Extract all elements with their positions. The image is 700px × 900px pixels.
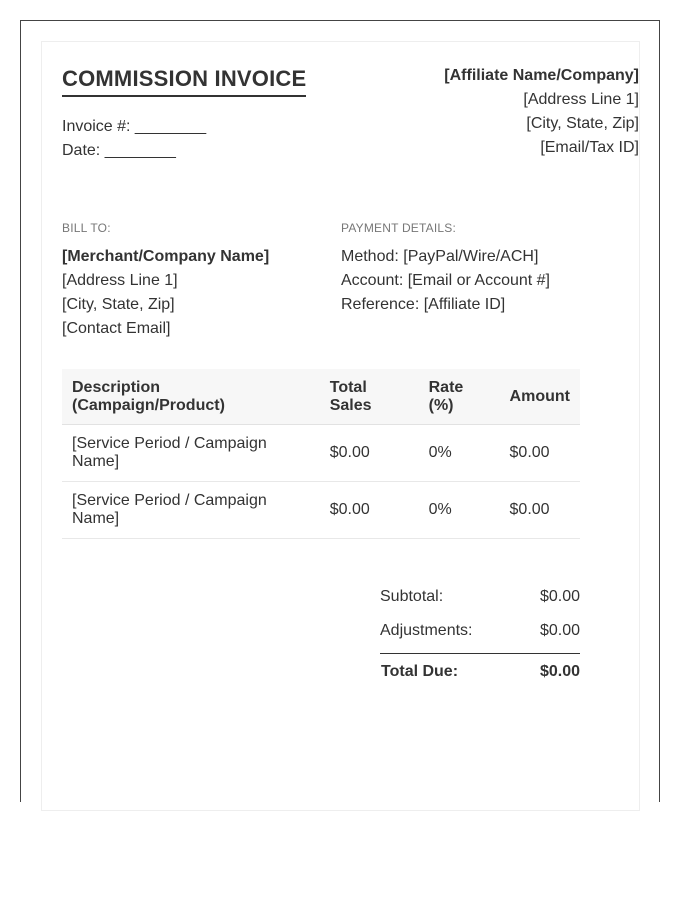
bill-to-name: [Merchant/Company Name] xyxy=(62,248,270,265)
total-due-value: $0.00 xyxy=(539,663,580,680)
payment-account: Account: [Email or Account #] xyxy=(341,272,550,289)
header-rate: Rate (%) xyxy=(419,369,500,425)
row-rate: 0% xyxy=(419,425,500,482)
invoice-number: Invoice #: ________ xyxy=(62,118,207,135)
header-amount: Amount xyxy=(500,369,580,425)
row-total-sales: $0.00 xyxy=(320,425,419,482)
sender-block xyxy=(444,64,639,160)
bill-to-email: [Contact Email] xyxy=(62,320,171,337)
table-row xyxy=(62,425,580,482)
header-description: Description (Campaign/Product) xyxy=(62,369,320,425)
table-header-row xyxy=(62,369,580,425)
table-row xyxy=(62,482,580,539)
sender-email-tax: [Email/Tax ID] xyxy=(540,139,639,156)
row-amount: $0.00 xyxy=(500,425,580,482)
bill-to-block xyxy=(62,245,269,341)
row-total-sales: $0.00 xyxy=(320,482,419,539)
subtotal-row xyxy=(380,578,580,612)
adjustments-label: Adjustments: xyxy=(380,622,473,639)
row-rate: 0% xyxy=(419,482,500,539)
payment-details-label: PAYMENT DETAILS: xyxy=(341,221,457,235)
adjustments-row xyxy=(380,612,580,646)
bill-to-address: [Address Line 1] xyxy=(62,272,178,289)
sender-city: [City, State, Zip] xyxy=(526,115,639,132)
sender-address: [Address Line 1] xyxy=(523,91,639,108)
subtotal-value: $0.00 xyxy=(539,588,580,605)
payment-reference: Reference: [Affiliate ID] xyxy=(341,296,506,313)
payment-details-block xyxy=(341,245,550,317)
bill-to-label: BILL TO: xyxy=(62,221,111,235)
totals-block xyxy=(380,578,580,680)
row-description: [Service Period / Campaign Name] xyxy=(62,425,320,482)
sender-name: [Affiliate Name/Company] xyxy=(444,67,639,84)
invoice-title: COMMISSION INVOICE xyxy=(62,66,306,97)
payment-method: Method: [PayPal/Wire/ACH] xyxy=(341,248,539,265)
adjustments-value: $0.00 xyxy=(539,622,580,639)
line-items-table xyxy=(62,369,580,539)
totals-divider xyxy=(380,653,580,654)
bill-to-city: [City, State, Zip] xyxy=(62,296,175,313)
header-total-sales: Total Sales xyxy=(320,369,419,425)
subtotal-label: Subtotal: xyxy=(380,588,444,605)
invoice-date: Date: ________ xyxy=(62,142,176,159)
row-description: [Service Period / Campaign Name] xyxy=(62,482,320,539)
total-due-label: Total Due: xyxy=(381,663,459,680)
row-amount: $0.00 xyxy=(500,482,580,539)
